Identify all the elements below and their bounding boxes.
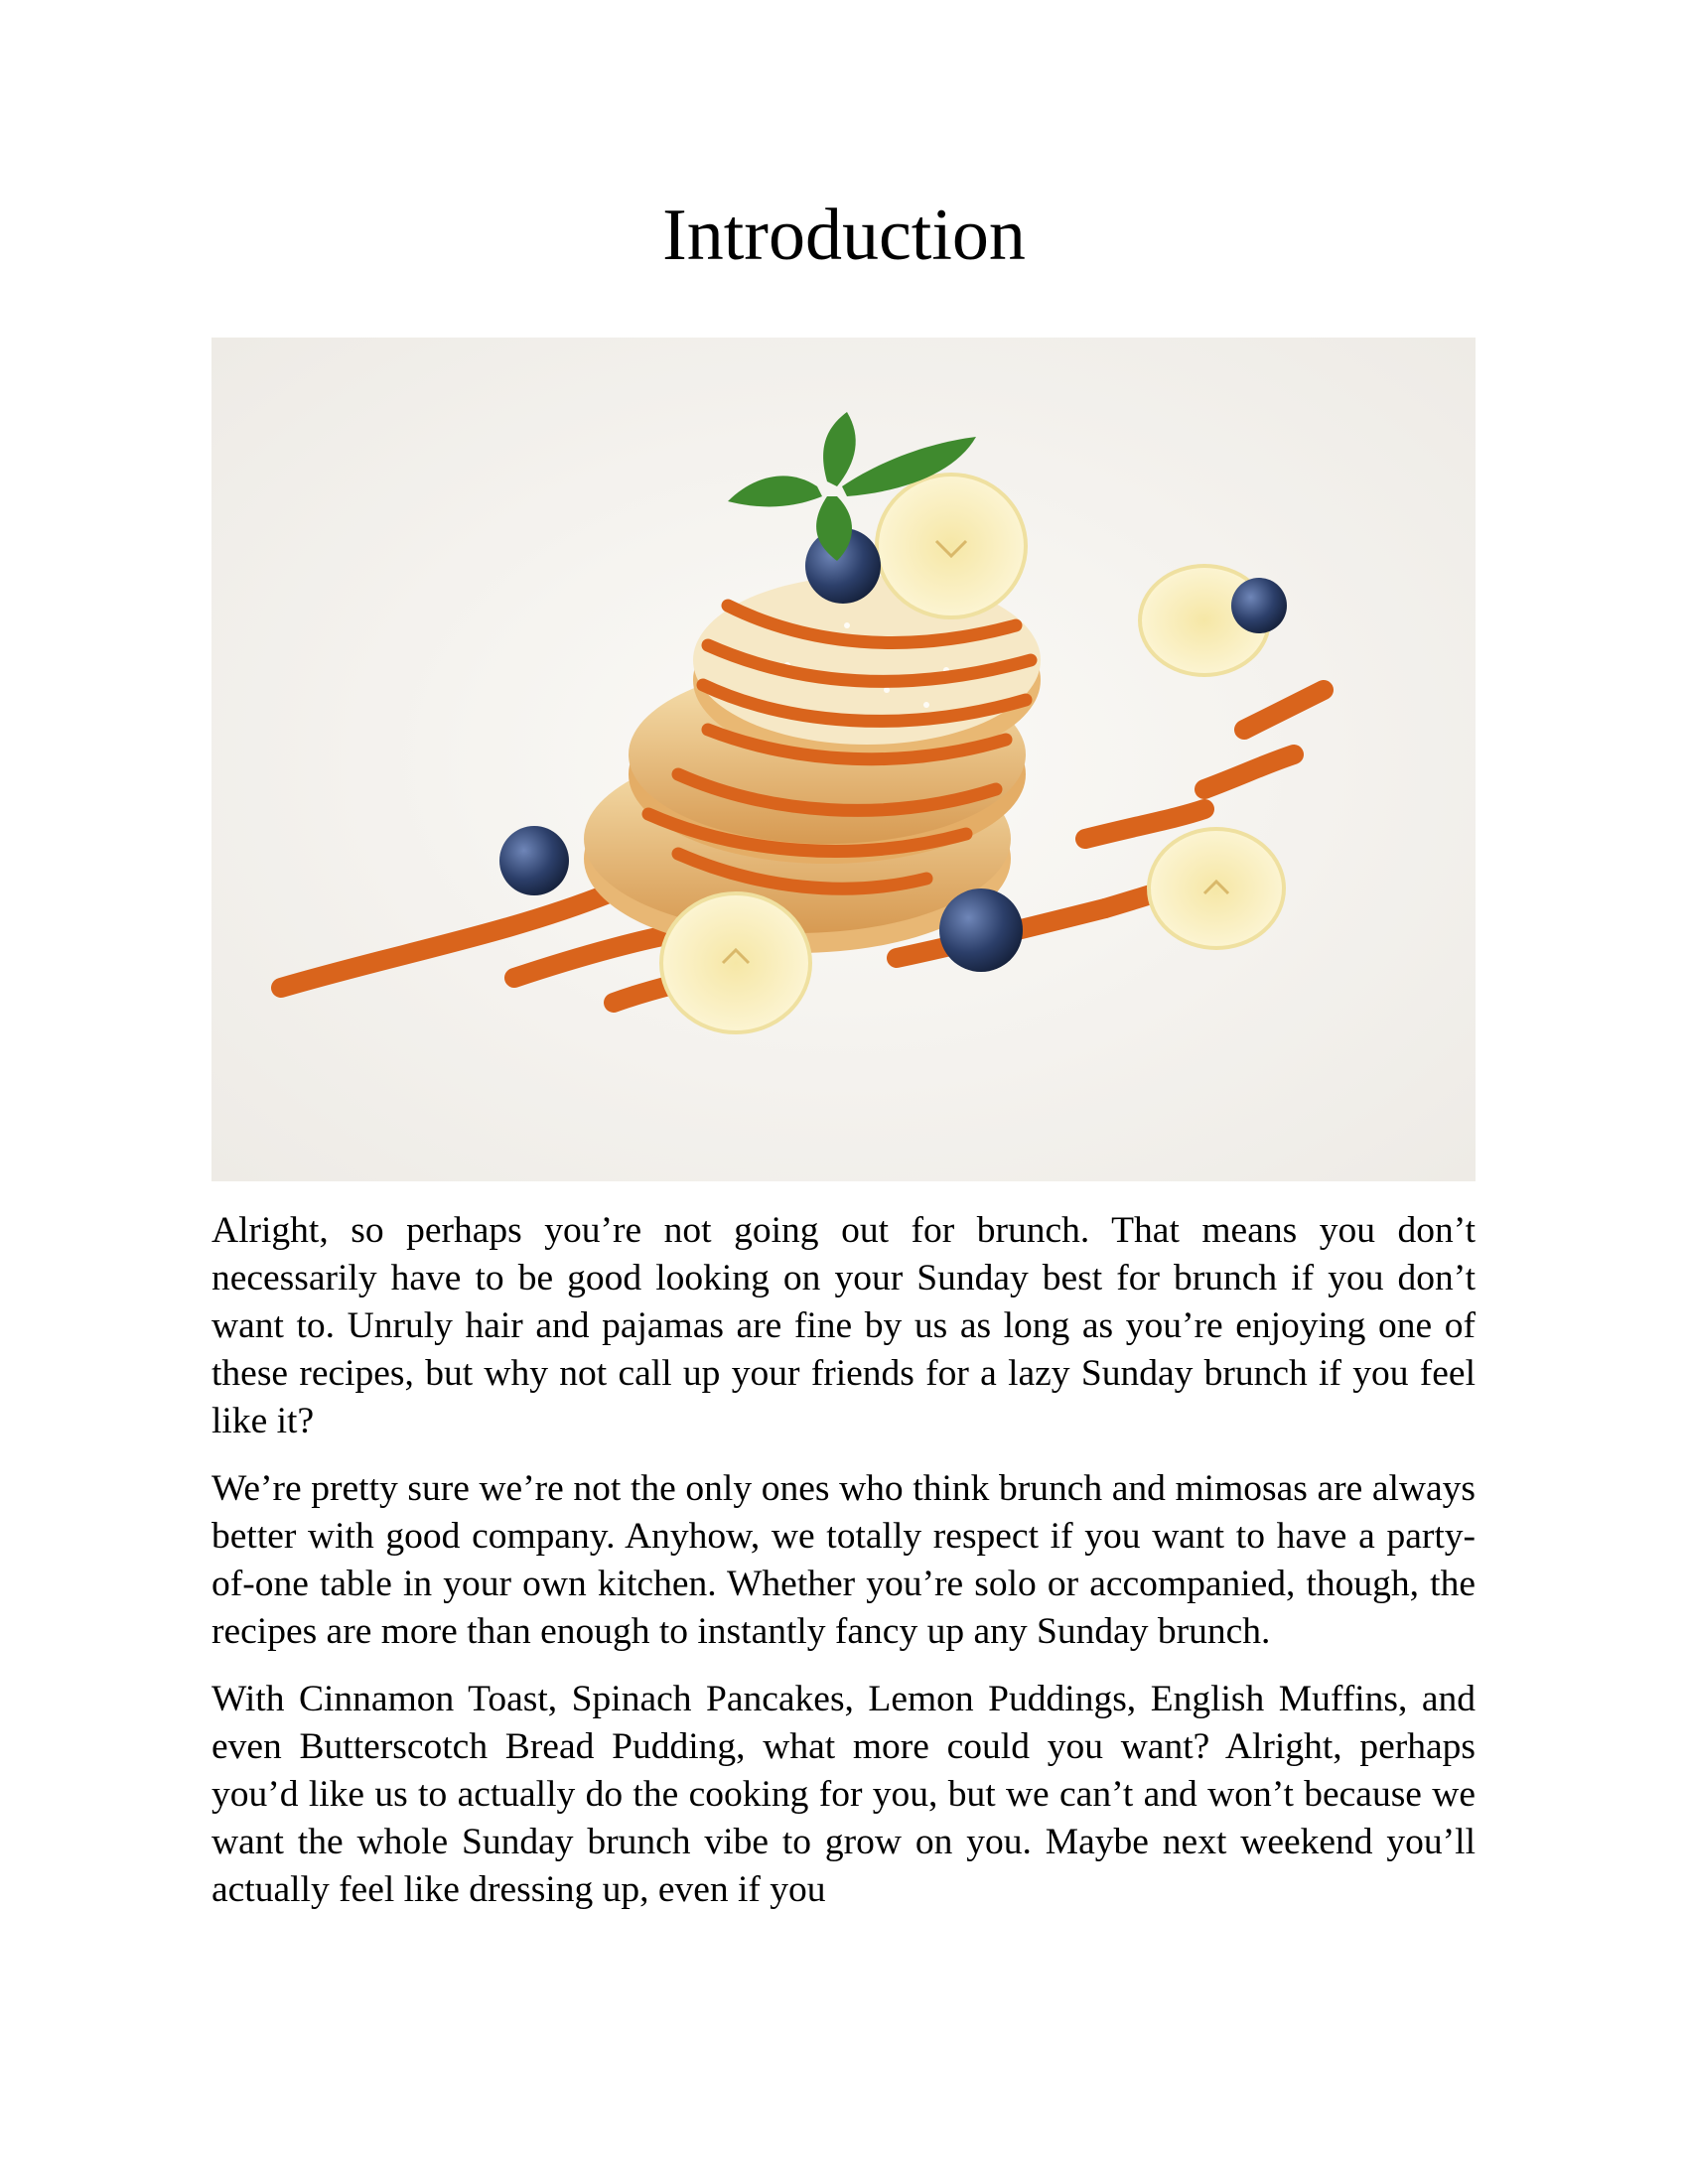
page-title: Introduction [662, 195, 1026, 276]
paragraph: Alright, so perhaps you’re not going out for brunch. That means you don’t necessarily have to be good looking on your Sunday best for brunch if you don’t want to. Unruly hair and pajamas are fine by us as long as you’re enjoying one of these recipes, but why not call up your friends for a lazy Sunday brunch if you feel like it? [211, 1210, 1476, 1441]
body-text [211, 1207, 1476, 1934]
paragraph: With Cinnamon Toast, Spinach Pancakes, Lemon Puddings, English Muffins, and even Butterscotch Bread Pudding, what more could you want? Alright, perhaps you’d like us to actually do the cooking for you, but we can’t and won’t because we want the whole Sunday brunch vibe to grow on you. Maybe next weekend you’ll actually feel like dressing up, even if you [211, 1679, 1476, 1910]
paragraph: We’re pretty sure we’re not the only ones who think brunch and mimosas are always better with good company. Anyhow, we totally respect if you want to have a party-of-one table in your own kitchen. Whether you’re solo or accompanied, though, the recipes are more than enough to instantly fancy up any Sunday brunch. [211, 1468, 1476, 1652]
pancake-photo [211, 338, 1476, 1181]
